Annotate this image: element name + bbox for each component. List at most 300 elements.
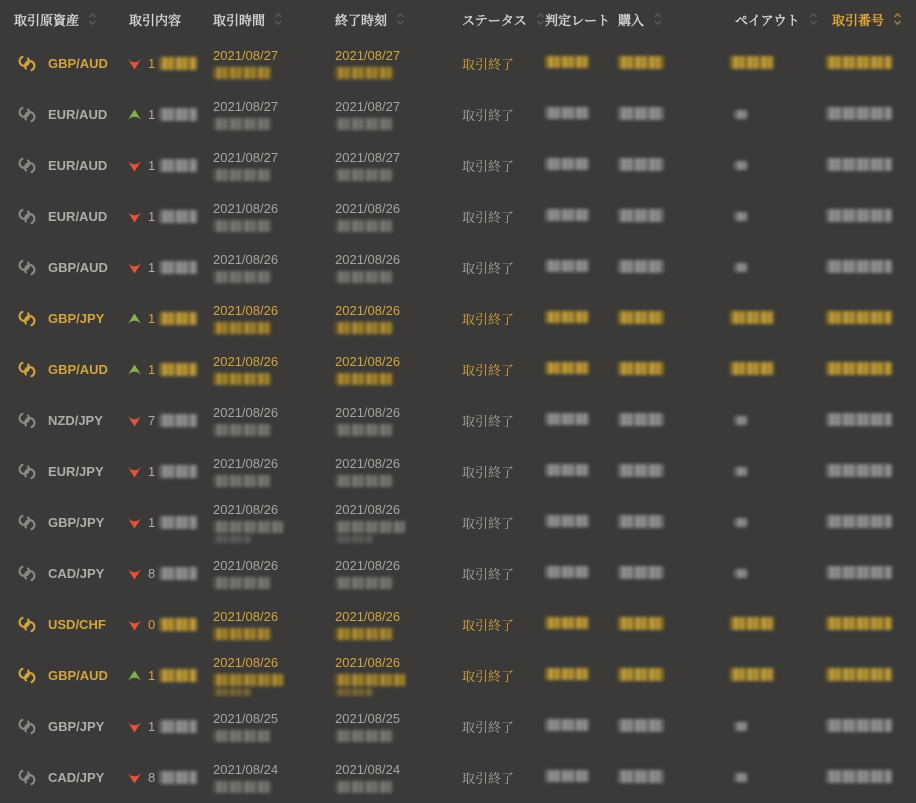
redacted-purchase-amount (618, 617, 664, 630)
redacted-end_time-clock-line2 (335, 535, 373, 543)
sort-carets-icon (809, 12, 818, 26)
redacted-trade-number (826, 260, 892, 273)
redacted-judgment-rate (545, 413, 589, 425)
redacted-trade-number (826, 107, 892, 120)
trade-detail-cell (127, 311, 213, 326)
rate-prefix: 1 (148, 209, 156, 224)
table-row[interactable] (0, 242, 916, 293)
end_time-cell (335, 48, 462, 79)
table-row[interactable] (0, 650, 916, 701)
rate-prefix: 1 (148, 107, 156, 122)
redacted-end_time-clock (335, 781, 393, 793)
sort-carets-icon (893, 12, 902, 26)
judgment-rate-cell (545, 719, 618, 734)
payout-cell (730, 617, 826, 633)
trade_time-date: 2021/08/26 (213, 303, 279, 318)
redacted-end_time-clock (335, 475, 393, 487)
down-arrow-icon (127, 772, 142, 784)
redacted-trade-detail (159, 516, 197, 529)
redacted-judgment-rate (545, 107, 589, 119)
asset-cell (0, 258, 127, 277)
currency-pair-icon (16, 309, 38, 328)
redacted-trade-number (826, 464, 892, 477)
currency-pair-icon (16, 717, 38, 736)
trade_time-date: 2021/08/26 (213, 252, 279, 267)
redacted-purchase-amount (618, 668, 664, 681)
status-label: 取引終了 (462, 567, 515, 582)
redacted-trade-detail (159, 414, 197, 427)
down-arrow-icon (127, 160, 142, 172)
currency-pair-icon (16, 462, 38, 481)
end_time-cell (335, 303, 462, 334)
purchase-cell (618, 515, 730, 531)
trade-number-cell (826, 158, 916, 174)
down-arrow-icon (127, 466, 142, 478)
redacted-payout-amount (730, 311, 774, 324)
column-header-rate (545, 10, 618, 29)
payout-cell (730, 311, 826, 327)
down-arrow-icon (127, 415, 142, 427)
table-row[interactable] (0, 752, 916, 803)
trade-detail-cell (127, 413, 213, 428)
trade_time-cell (213, 502, 335, 543)
column-label: ステータス (462, 12, 527, 28)
end_time-date: 2021/08/26 (335, 502, 401, 517)
column-header-end_time[interactable] (335, 10, 462, 29)
payout-cell (730, 158, 826, 173)
redacted-trade-number (826, 770, 892, 783)
trade_time-date: 2021/08/26 (213, 201, 279, 216)
status-cell (462, 462, 545, 481)
end_time-date: 2021/08/26 (335, 405, 401, 420)
table-row[interactable] (0, 344, 916, 395)
status-cell (462, 717, 545, 736)
end_time-date: 2021/08/27 (335, 99, 401, 114)
redacted-trade_time-clock (213, 220, 271, 232)
table-row[interactable] (0, 446, 916, 497)
payout-cell (730, 413, 826, 428)
asset-cell (0, 615, 127, 634)
sort-carets-icon (536, 12, 545, 26)
redacted-trade-number (826, 668, 892, 681)
redacted-trade_time-clock (213, 169, 271, 181)
trade-number-cell (826, 464, 916, 480)
trade-detail-cell (127, 668, 213, 683)
redacted-purchase-amount (618, 566, 664, 579)
table-row[interactable] (0, 293, 916, 344)
trade-number-cell (826, 56, 916, 72)
end_time-date: 2021/08/27 (335, 150, 401, 165)
trade_time-date: 2021/08/25 (213, 711, 279, 726)
status-label: 取引終了 (462, 771, 515, 786)
currency-pair-icon (16, 105, 38, 124)
currency-pair-icon (16, 411, 38, 430)
column-header-payout[interactable] (730, 10, 826, 29)
payout-cell (730, 668, 826, 684)
redacted-trade-detail (159, 312, 197, 325)
currency-pair-label: GBP/AUD (48, 56, 108, 71)
down-arrow-icon (127, 619, 142, 631)
sort-carets-icon (88, 12, 97, 26)
redacted-end_time-clock (335, 271, 393, 283)
rate-prefix: 1 (148, 158, 156, 173)
status-cell (462, 615, 545, 634)
column-header-asset[interactable] (0, 10, 127, 29)
redacted-trade_time-clock (213, 674, 283, 686)
end_time-date: 2021/08/26 (335, 201, 401, 216)
redacted-judgment-rate (545, 158, 589, 170)
end_time-date: 2021/08/26 (335, 354, 401, 369)
trade-detail-cell (127, 56, 213, 71)
payout-cell (730, 719, 826, 734)
currency-pair-label: CAD/JPY (48, 566, 105, 581)
payout-cell (730, 209, 826, 224)
asset-cell (0, 462, 127, 481)
redacted-trade-number (826, 311, 892, 324)
status-cell (462, 309, 545, 328)
currency-pair-label: NZD/JPY (48, 413, 103, 428)
redacted-payout-amount (730, 668, 774, 681)
currency-pair-label: GBP/AUD (48, 260, 108, 275)
payout-cell (730, 107, 826, 122)
currency-pair-icon (16, 666, 38, 685)
currency-pair-icon (16, 207, 38, 226)
redacted-end_time-clock-line2 (335, 688, 373, 696)
sort-carets-icon (653, 12, 662, 26)
status-cell (462, 156, 545, 175)
status-label: 取引終了 (462, 210, 515, 225)
asset-cell (0, 411, 127, 430)
end_time-date: 2021/08/27 (335, 48, 401, 63)
end_time-cell (335, 502, 462, 543)
status-cell (462, 666, 545, 685)
status-label: 取引終了 (462, 312, 515, 327)
end_time-date: 2021/08/26 (335, 655, 401, 670)
sort-carets-icon (396, 12, 405, 26)
redacted-end_time-clock (335, 67, 393, 79)
payout-cell (730, 566, 826, 581)
trade_time-cell (213, 558, 335, 589)
asset-cell (0, 564, 127, 583)
purchase-cell (618, 668, 730, 684)
status-cell (462, 768, 545, 787)
column-label: 判定レート (545, 12, 611, 28)
redacted-payout-amount (730, 56, 774, 69)
end_time-cell (335, 558, 462, 589)
table-row[interactable] (0, 191, 916, 242)
up-arrow-icon (127, 364, 142, 376)
redacted-purchase-amount (618, 719, 664, 732)
redacted-trade_time-clock (213, 781, 271, 793)
asset-cell (0, 666, 127, 685)
trade-number-cell (826, 566, 916, 582)
redacted-trade_time-clock (213, 322, 271, 334)
table-row[interactable] (0, 89, 916, 140)
end_time-cell (335, 609, 462, 640)
column-header-trade_time[interactable] (213, 10, 335, 29)
end_time-date: 2021/08/26 (335, 252, 401, 267)
asset-cell (0, 207, 127, 226)
status-label: 取引終了 (462, 516, 515, 531)
redacted-payout-amount (734, 569, 747, 578)
rate-prefix: 1 (148, 515, 156, 530)
redacted-trade-number (826, 566, 892, 579)
status-label: 取引終了 (462, 159, 515, 174)
end_time-date: 2021/08/26 (335, 558, 401, 573)
asset-cell (0, 360, 127, 379)
table-row[interactable] (0, 548, 916, 599)
end_time-cell (335, 99, 462, 130)
rate-prefix: 1 (148, 362, 156, 377)
trade_time-cell (213, 609, 335, 640)
asset-cell (0, 717, 127, 736)
trade-detail-cell (127, 158, 213, 173)
table-row[interactable] (0, 140, 916, 191)
end_time-cell (335, 354, 462, 385)
redacted-trade_time-clock (213, 67, 271, 79)
purchase-cell (618, 260, 730, 276)
currency-pair-label: EUR/AUD (48, 107, 108, 122)
status-label: 取引終了 (462, 108, 515, 123)
status-label: 取引終了 (462, 414, 515, 429)
redacted-trade_time-clock (213, 271, 271, 283)
redacted-trade_time-clock (213, 628, 271, 640)
trade_time-date: 2021/08/26 (213, 609, 279, 624)
end_time-cell (335, 150, 462, 181)
redacted-judgment-rate (545, 260, 589, 272)
redacted-trade-detail (159, 261, 197, 274)
redacted-trade-detail (159, 771, 197, 784)
judgment-rate-cell (545, 362, 618, 377)
redacted-purchase-amount (618, 515, 664, 528)
table-header (0, 0, 916, 38)
end_time-date: 2021/08/26 (335, 456, 401, 471)
status-label: 取引終了 (462, 57, 515, 72)
currency-pair-label: GBP/AUD (48, 362, 108, 377)
redacted-trade_time-clock (213, 373, 271, 385)
redacted-trade_time-clock (213, 730, 271, 742)
redacted-trade-number (826, 719, 892, 732)
purchase-cell (618, 413, 730, 429)
table-body (0, 38, 916, 803)
redacted-judgment-rate (545, 617, 589, 629)
redacted-trade-detail (159, 108, 197, 121)
column-label: 取引番号 (832, 12, 885, 28)
trade_time-cell (213, 303, 335, 334)
rate-prefix: 1 (148, 668, 156, 683)
redacted-trade_time-clock (213, 118, 271, 130)
trade_time-cell (213, 150, 335, 181)
column-header-status[interactable] (462, 10, 545, 29)
table-row[interactable] (0, 497, 916, 548)
trade-number-cell (826, 209, 916, 225)
redacted-end_time-clock (335, 424, 393, 436)
redacted-trade-number (826, 158, 892, 171)
table-row[interactable] (0, 599, 916, 650)
sort-carets-icon (274, 12, 283, 26)
redacted-purchase-amount (618, 158, 664, 171)
rate-prefix: 1 (148, 311, 156, 326)
payout-cell (730, 770, 826, 785)
trade-detail-cell (127, 464, 213, 479)
status-cell (462, 54, 545, 73)
trade_time-date: 2021/08/26 (213, 655, 279, 670)
rate-prefix: 7 (148, 413, 156, 428)
status-label: 取引終了 (462, 720, 515, 735)
trade_time-date: 2021/08/27 (213, 99, 279, 114)
redacted-judgment-rate (545, 464, 589, 476)
redacted-end_time-clock (335, 322, 393, 334)
rate-prefix: 8 (148, 566, 156, 581)
down-arrow-icon (127, 262, 142, 274)
up-arrow-icon (127, 109, 142, 121)
end_time-date: 2021/08/24 (335, 762, 401, 777)
asset-cell (0, 768, 127, 787)
currency-pair-label: CAD/JPY (48, 770, 105, 785)
rate-prefix: 0 (148, 617, 156, 632)
redacted-end_time-clock (335, 118, 393, 130)
redacted-trade-number (826, 413, 892, 426)
trade-detail-cell (127, 515, 213, 530)
trade_time-date: 2021/08/26 (213, 502, 279, 517)
status-cell (462, 105, 545, 124)
status-cell (462, 564, 545, 583)
down-arrow-icon (127, 517, 142, 529)
redacted-trade-number (826, 515, 892, 528)
redacted-trade_time-clock-line2 (213, 688, 251, 696)
rate-prefix: 8 (148, 770, 156, 785)
asset-cell (0, 156, 127, 175)
asset-cell (0, 513, 127, 532)
column-label: 購入 (618, 12, 645, 28)
currency-pair-icon (16, 513, 38, 532)
redacted-judgment-rate (545, 311, 589, 323)
redacted-judgment-rate (545, 515, 589, 527)
purchase-cell (618, 311, 730, 327)
table-row[interactable] (0, 38, 916, 89)
judgment-rate-cell (545, 209, 618, 224)
currency-pair-icon (16, 615, 38, 634)
purchase-cell (618, 566, 730, 582)
redacted-payout-amount (734, 518, 747, 527)
redacted-purchase-amount (618, 209, 664, 222)
status-label: 取引終了 (462, 465, 515, 480)
table-row[interactable] (0, 395, 916, 446)
trade-number-cell (826, 770, 916, 786)
redacted-trade-detail (159, 159, 197, 172)
redacted-purchase-amount (618, 107, 664, 120)
redacted-trade-detail (159, 720, 197, 733)
trade-number-cell (826, 719, 916, 735)
redacted-purchase-amount (618, 56, 664, 69)
trade-number-cell (826, 311, 916, 327)
redacted-judgment-rate (545, 668, 589, 680)
column-header-trade_no[interactable] (826, 10, 916, 29)
currency-pair-icon (16, 54, 38, 73)
end_time-cell (335, 655, 462, 696)
trade-detail-cell (127, 362, 213, 377)
judgment-rate-cell (545, 464, 618, 479)
currency-pair-label: GBP/JPY (48, 515, 105, 530)
redacted-trade_time-clock (213, 424, 271, 436)
currency-pair-icon (16, 156, 38, 175)
end_time-cell (335, 201, 462, 232)
trade-number-cell (826, 515, 916, 531)
judgment-rate-cell (545, 770, 618, 785)
redacted-purchase-amount (618, 311, 664, 324)
redacted-trade-number (826, 617, 892, 630)
redacted-payout-amount (734, 773, 747, 782)
currency-pair-label: GBP/AUD (48, 668, 108, 683)
redacted-payout-amount (734, 416, 747, 425)
redacted-end_time-clock (335, 577, 393, 589)
currency-pair-label: USD/CHF (48, 617, 106, 632)
table-row[interactable] (0, 701, 916, 752)
redacted-end_time-clock (335, 730, 393, 742)
redacted-trade_time-clock (213, 577, 271, 589)
purchase-cell (618, 362, 730, 378)
redacted-trade_time-clock-line2 (213, 535, 251, 543)
trade-detail-cell (127, 107, 213, 122)
trade_time-cell (213, 711, 335, 742)
column-label: ペイアウト (735, 12, 800, 28)
redacted-payout-amount (730, 617, 774, 630)
judgment-rate-cell (545, 158, 618, 173)
redacted-payout-amount (734, 110, 747, 119)
end_time-date: 2021/08/25 (335, 711, 401, 726)
down-arrow-icon (127, 211, 142, 223)
down-arrow-icon (127, 721, 142, 733)
trade-number-cell (826, 260, 916, 276)
trade-detail-cell (127, 209, 213, 224)
trade_time-cell (213, 354, 335, 385)
up-arrow-icon (127, 313, 142, 325)
column-label: 終了時刻 (335, 12, 388, 28)
rate-prefix: 1 (148, 719, 156, 734)
redacted-end_time-clock (335, 373, 393, 385)
currency-pair-label: GBP/JPY (48, 719, 105, 734)
redacted-purchase-amount (618, 770, 664, 783)
redacted-purchase-amount (618, 413, 664, 426)
redacted-end_time-clock (335, 628, 393, 640)
payout-cell (730, 56, 826, 72)
redacted-end_time-clock (335, 674, 405, 686)
redacted-payout-amount (734, 212, 747, 221)
trade-detail-cell (127, 566, 213, 581)
trade_time-cell (213, 252, 335, 283)
trade_time-cell (213, 456, 335, 487)
purchase-cell (618, 158, 730, 174)
currency-pair-label: EUR/JPY (48, 464, 104, 479)
purchase-cell (618, 56, 730, 72)
column-label: 取引時間 (213, 12, 266, 28)
redacted-trade_time-clock (213, 475, 271, 487)
judgment-rate-cell (545, 311, 618, 326)
redacted-trade-detail (159, 57, 197, 70)
trade-detail-cell (127, 617, 213, 632)
column-header-detail (127, 10, 213, 29)
column-header-purchase[interactable] (618, 10, 730, 29)
purchase-cell (618, 617, 730, 633)
status-label: 取引終了 (462, 618, 515, 633)
trade-detail-cell (127, 719, 213, 734)
payout-cell (730, 515, 826, 530)
status-cell (462, 513, 545, 532)
trade-detail-cell (127, 770, 213, 785)
redacted-end_time-clock (335, 521, 405, 533)
currency-pair-icon (16, 258, 38, 277)
status-label: 取引終了 (462, 363, 515, 378)
